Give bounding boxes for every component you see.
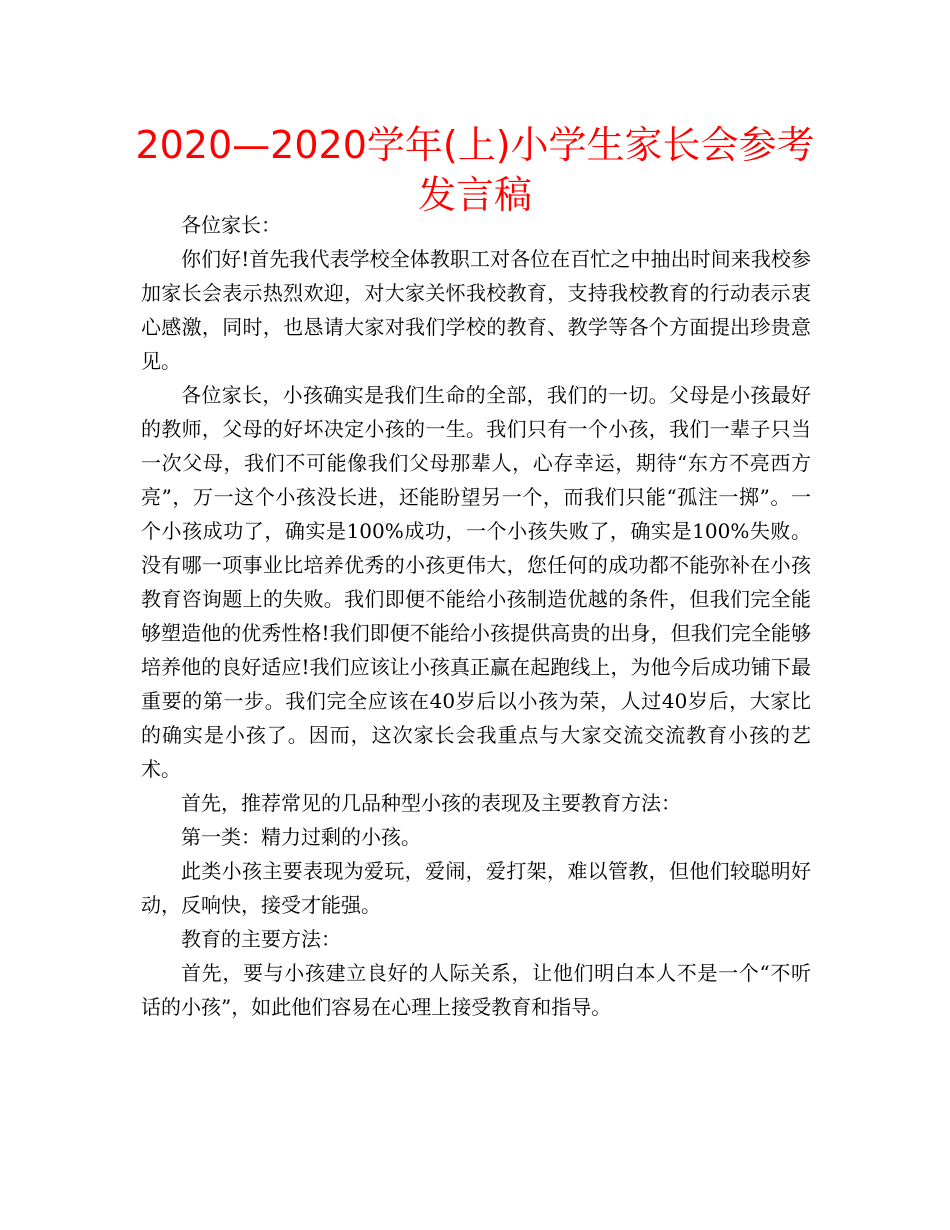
paragraph-welcome: 你们好!首先我代表学校全体教职工对各位在百忙之中抽出时间来我校参加家长会表示热烈欢迎，对大家关怀我校教育，支持我校教育的行动表示衷心感激，同时，也恳请大家对我们学校的教育、教学等各个方面提出珍贵意见。: [141, 247, 811, 373]
paragraph-salutation: 各位家长：: [181, 213, 281, 237]
paragraph-intro-types: 首先，推荐常见的几品种型小孩的表现及主要教育方法：: [181, 791, 681, 815]
document-body: [141, 208, 811, 1024]
paragraph-type-one-heading: 第一类：精力过剩的小孩。: [181, 825, 421, 849]
paragraph-method-one: 首先，要与小孩建立良好的人际关系，让他们明白本人不是一个“不听话的小孩”，如此他们容易在心理上接受教育和指导。: [141, 961, 811, 1019]
paragraph-type-one-description: 此类小孩主要表现为爱玩，爱闹，爱打架，难以管教，但他们较聪明好动，反响快，接受才能强。: [141, 859, 811, 917]
paragraph-importance: 各位家长，小孩确实是我们生命的全部，我们的一切。父母是小孩最好的教师，父母的好坏决定小孩的一生。我们只有一个小孩，我们一辈子只当一次父母，我们不可能像我们父母那辈人，心存幸运，期待“东方不亮西方亮”，万一这个小孩没长进，还能盼望另一个，而我们只能“孤注一掷”。一个小孩成功了，确实是100%成功，一个小孩失败了，确实是100%失败。没有哪一项事业比培养优秀的小孩更伟大，您任何的成功都不能弥补在小孩教育咨询题上的失败。我们即便不能给小孩制造优越的条件，但我们完全能够塑造他的优秀性格!我们即便不能给小孩提供高贵的出身，但我们完全能够培养他的良好适应!我们应该让小孩真正赢在起跑线上，为他今后成功铺下最重要的第一步。我们完全应该在40岁后以小孩为荣，人过40岁后，大家比的确实是小孩了。因而，这次家长会我重点与大家交流交流教育小孩的艺术。: [141, 383, 811, 781]
document-title: 2020—2020学年(上)小学生家长会参考发言稿: [135, 123, 815, 217]
paragraph-methods-heading: 教育的主要方法：: [181, 927, 341, 951]
